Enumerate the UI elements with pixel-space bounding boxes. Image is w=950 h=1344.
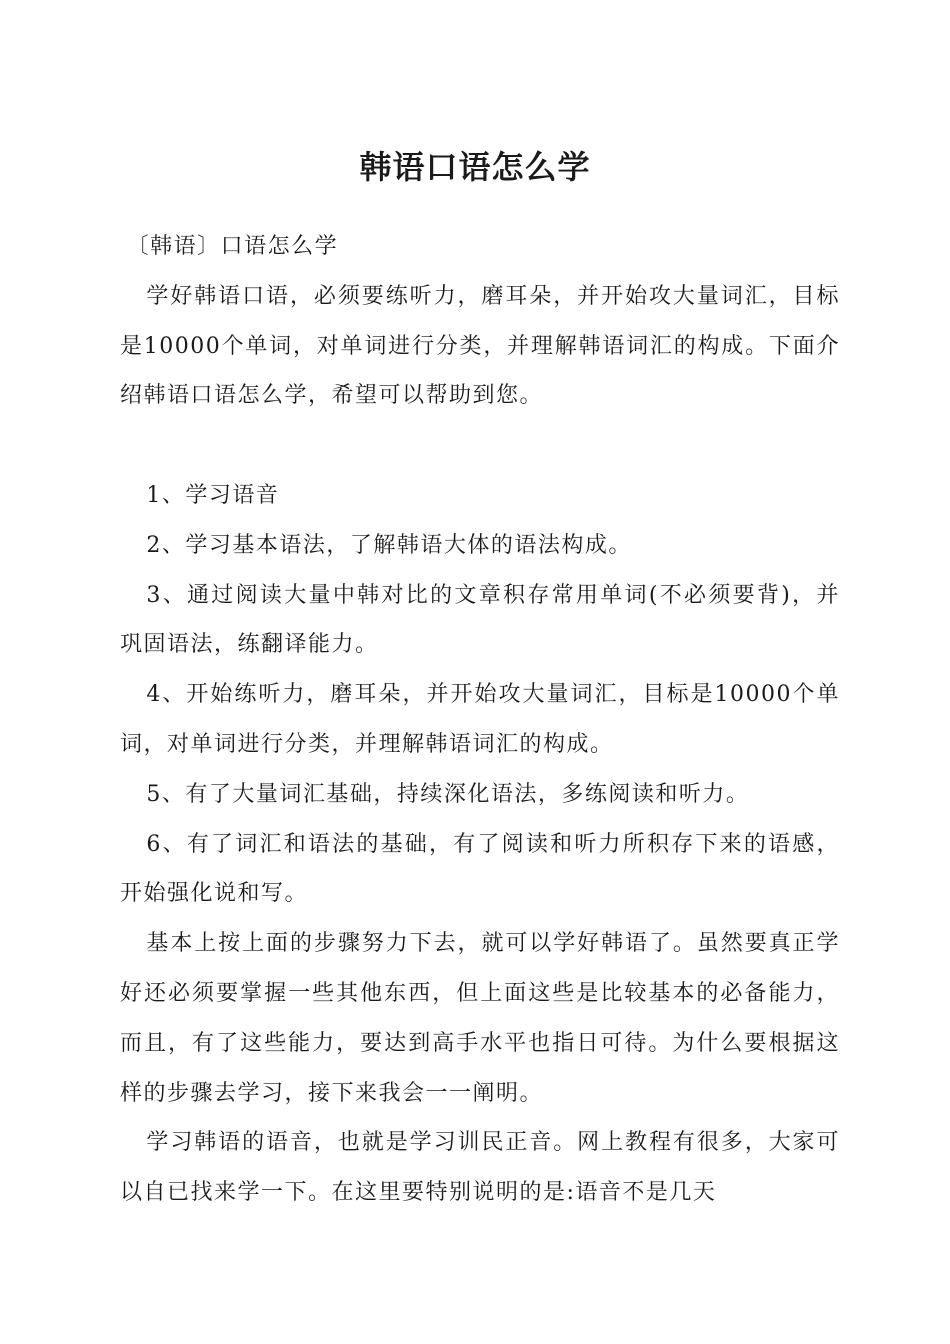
blank-line xyxy=(120,421,840,471)
step-5: 5、有了大量词汇基础，持续深化语法，多练阅读和听力。 xyxy=(146,781,750,807)
intro-paragraph: 学好韩语口语，必须要练听力，磨耳朵，并开始攻大量词汇，目标是10000个单词，对单词进行分类，并理解韩语词汇的构成。下面介绍韩语口语怎么学，希望可以帮助到您。 xyxy=(120,283,840,409)
step-6: 6、有了词汇和语法的基础，有了阅读和听力所积存下来的语感，开始强化说和写。 xyxy=(120,831,840,907)
subheading: 〔韩语〕口语怎么学 xyxy=(126,234,339,259)
step-1: 1、学习语音 xyxy=(146,482,280,508)
paragraph-last: 学习韩语的语音，也就是学习训民正音。网上教程有很多，大家可以自已找来学一下。在这里要特别说明的是:语音不是几天 xyxy=(120,1130,840,1206)
step-2: 2、学习基本语法，了解韩语大体的语法构成。 xyxy=(146,532,632,558)
paragraph-after-steps: 基本上按上面的步骤努力下去，就可以学好韩语了。虽然要真正学好还必须要掌握一些其他东西，但上面这些是比较基本的必备能力，而且，有了这些能力，要达到高手水平也指日可待。为什么要根据这样的步骤去学习，接下来我会一一阐明。 xyxy=(120,931,840,1106)
document-title: 韩语口语怎么学 xyxy=(359,148,591,186)
document-body xyxy=(120,222,840,1218)
step-4: 4、开始练听力，磨耳朵，并开始攻大量词汇，目标是10000个单词，对单词进行分类，并理解韩语词汇的构成。 xyxy=(120,682,840,757)
step-3: 3、通过阅读大量中韩对比的文章积存常用单词(不必须要背)，并巩固语法，练翻译能力。 xyxy=(120,582,840,658)
